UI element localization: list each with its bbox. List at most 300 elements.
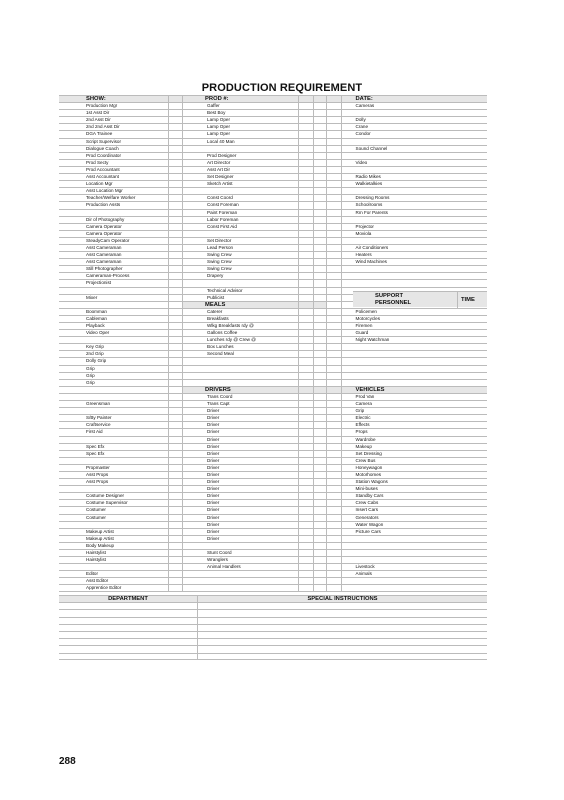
- item-qty-field[interactable]: [299, 550, 313, 556]
- item-qty-field-2[interactable]: [314, 124, 327, 130]
- item-qty-field-2[interactable]: [314, 458, 327, 464]
- item-qty-field[interactable]: [299, 429, 313, 435]
- instruction-field[interactable]: [198, 654, 487, 659]
- crew-qty-field[interactable]: [169, 394, 183, 400]
- item-qty-field[interactable]: [299, 543, 313, 549]
- item-qty-field-2[interactable]: [314, 408, 327, 414]
- crew-qty-field[interactable]: [169, 571, 183, 577]
- item-qty-field-2[interactable]: [314, 351, 327, 357]
- equipment-qty-field[interactable]: [327, 437, 341, 443]
- crew-qty-field[interactable]: [169, 344, 183, 350]
- item-qty-field-2[interactable]: [314, 316, 327, 322]
- item-qty-field-2[interactable]: [314, 529, 327, 535]
- item-qty-field[interactable]: [299, 231, 313, 237]
- crew-qty-field[interactable]: [169, 146, 183, 152]
- equipment-qty-field[interactable]: [327, 273, 341, 279]
- equipment-qty-field[interactable]: [327, 288, 341, 294]
- item-qty-field-2[interactable]: [314, 479, 327, 485]
- instruction-field[interactable]: [198, 632, 487, 638]
- item-qty-field[interactable]: [299, 323, 313, 329]
- equipment-qty-field[interactable]: [327, 507, 341, 513]
- crew-qty-field[interactable]: [169, 295, 183, 301]
- equipment-label: Crew Cabs: [355, 500, 379, 506]
- equipment-qty-field[interactable]: [327, 124, 341, 130]
- crew-qty-field[interactable]: [169, 309, 183, 315]
- crew-qty-field[interactable]: [169, 259, 183, 265]
- crew-qty-field[interactable]: [169, 202, 183, 208]
- crew-qty-field[interactable]: [169, 280, 183, 286]
- item-qty-field-2[interactable]: [314, 330, 327, 336]
- item-qty-field-2[interactable]: [314, 500, 327, 506]
- crew-qty-field[interactable]: [169, 422, 183, 428]
- crew-qty-field[interactable]: [169, 515, 183, 521]
- department-field[interactable]: [59, 625, 198, 631]
- item-qty-field-2[interactable]: [314, 344, 327, 350]
- crew-qty-field[interactable]: [169, 131, 183, 137]
- crew-qty-field[interactable]: [169, 437, 183, 443]
- crew-qty-field[interactable]: [169, 330, 183, 336]
- equipment-qty-field[interactable]: [327, 458, 341, 464]
- crew-qty-field[interactable]: [169, 493, 183, 499]
- instruction-field[interactable]: [198, 625, 487, 631]
- item-qty-field-2[interactable]: [314, 103, 327, 109]
- item-qty-field[interactable]: [299, 486, 313, 492]
- equipment-qty-field[interactable]: [327, 195, 341, 201]
- item-qty-field-2[interactable]: [314, 188, 327, 194]
- crew-qty-field[interactable]: [169, 557, 183, 563]
- crew-qty-field[interactable]: [169, 252, 183, 258]
- equipment-qty-field[interactable]: [327, 295, 341, 301]
- equipment-qty-field[interactable]: [327, 429, 341, 435]
- equipment-qty-field[interactable]: [327, 422, 341, 428]
- item-qty-field[interactable]: [299, 131, 313, 137]
- crew-qty-field[interactable]: [169, 245, 183, 251]
- item-qty-field[interactable]: [299, 146, 313, 152]
- item-qty-field-2[interactable]: [314, 195, 327, 201]
- item-qty-field[interactable]: [299, 451, 313, 457]
- department-field[interactable]: [59, 603, 198, 609]
- item-qty-field[interactable]: [299, 238, 313, 244]
- crew-qty-field[interactable]: [169, 415, 183, 421]
- item-qty-field-2[interactable]: [314, 444, 327, 450]
- instruction-field[interactable]: [198, 646, 487, 652]
- item-qty-field[interactable]: [299, 500, 313, 506]
- equipment-qty-field[interactable]: [327, 280, 341, 286]
- production-item-label: Driver: [183, 415, 299, 421]
- item-qty-field[interactable]: [299, 536, 313, 542]
- item-qty-field-2[interactable]: [314, 259, 327, 265]
- item-qty-field[interactable]: [299, 458, 313, 464]
- item-qty-field-2[interactable]: [314, 139, 327, 145]
- crew-qty-field[interactable]: [169, 266, 183, 272]
- item-qty-field-2[interactable]: [314, 571, 327, 577]
- department-field[interactable]: [59, 618, 198, 624]
- crew-qty-field[interactable]: [169, 486, 183, 492]
- item-qty-field[interactable]: [299, 245, 313, 251]
- item-qty-field[interactable]: [299, 217, 313, 223]
- qty-cell[interactable]: [169, 302, 183, 308]
- item-qty-field-2[interactable]: [314, 160, 327, 166]
- item-qty-field-2[interactable]: [314, 273, 327, 279]
- item-qty-field[interactable]: [299, 188, 313, 194]
- crew-qty-field[interactable]: [169, 358, 183, 364]
- item-qty-field-2[interactable]: [314, 117, 327, 123]
- item-qty-field-2[interactable]: [314, 578, 327, 584]
- equipment-qty-field[interactable]: [327, 408, 341, 414]
- crew-qty-field[interactable]: [169, 366, 183, 372]
- item-qty-field[interactable]: [299, 167, 313, 173]
- item-qty-field-2[interactable]: [314, 415, 327, 421]
- equipment-qty-field[interactable]: [327, 585, 341, 590]
- item-qty-field-2[interactable]: [314, 373, 327, 379]
- item-qty-field-2[interactable]: [314, 564, 327, 570]
- item-qty-field-2[interactable]: [314, 543, 327, 549]
- equipment-label: Station Wagons: [355, 479, 388, 485]
- equipment-qty-field[interactable]: [327, 401, 341, 407]
- department-field[interactable]: [59, 610, 198, 616]
- crew-qty-field[interactable]: [169, 429, 183, 435]
- crew-qty-field[interactable]: [169, 288, 183, 294]
- equipment-qty-field[interactable]: [327, 238, 341, 244]
- item-qty-field[interactable]: [299, 316, 313, 322]
- crew-qty-field[interactable]: [169, 124, 183, 130]
- equipment-qty-field[interactable]: [327, 465, 341, 471]
- item-qty-field-2[interactable]: [314, 210, 327, 216]
- item-qty-field-2[interactable]: [314, 252, 327, 258]
- item-qty-field-2[interactable]: [314, 585, 327, 590]
- item-qty-field[interactable]: [299, 295, 313, 301]
- department-field[interactable]: [59, 646, 198, 652]
- equipment-qty-field[interactable]: [327, 224, 341, 230]
- item-qty-field[interactable]: [299, 472, 313, 478]
- item-qty-field-2[interactable]: [314, 550, 327, 556]
- item-qty-field-2[interactable]: [314, 153, 327, 159]
- item-qty-field[interactable]: [299, 394, 313, 400]
- item-qty-field[interactable]: [299, 351, 313, 357]
- equipment-qty-field[interactable]: [327, 451, 341, 457]
- equipment-qty-field[interactable]: [327, 210, 341, 216]
- item-qty-field-2[interactable]: [314, 380, 327, 386]
- crew-qty-field[interactable]: [169, 500, 183, 506]
- equipment-qty-field[interactable]: [327, 529, 341, 535]
- item-qty-field-2[interactable]: [314, 472, 327, 478]
- instruction-field[interactable]: [198, 610, 487, 616]
- equipment-qty-field[interactable]: [327, 259, 341, 265]
- crew-qty-field[interactable]: [169, 238, 183, 244]
- item-qty-field-2[interactable]: [314, 451, 327, 457]
- item-qty-field[interactable]: [299, 202, 313, 208]
- item-qty-field[interactable]: [299, 522, 313, 528]
- table-row: [59, 478, 487, 485]
- equipment-qty-field[interactable]: [327, 188, 341, 194]
- item-qty-field-2[interactable]: [314, 167, 327, 173]
- equipment-qty-field[interactable]: [327, 252, 341, 258]
- equipment-qty-field[interactable]: [327, 536, 341, 542]
- equipment-qty-field[interactable]: [327, 394, 341, 400]
- item-qty-field[interactable]: [299, 117, 313, 123]
- equipment-qty-field[interactable]: [327, 117, 341, 123]
- item-qty-field[interactable]: [299, 139, 313, 145]
- item-qty-field-2[interactable]: [314, 266, 327, 272]
- crew-qty-field[interactable]: [169, 153, 183, 159]
- crew-qty-field[interactable]: [169, 564, 183, 570]
- equipment-qty-field[interactable]: [327, 472, 341, 478]
- equipment-qty-field[interactable]: [327, 316, 341, 322]
- item-qty-field[interactable]: [299, 330, 313, 336]
- item-qty-field[interactable]: [299, 266, 313, 272]
- crew-qty-field[interactable]: [169, 224, 183, 230]
- crew-qty-field[interactable]: [169, 408, 183, 414]
- equipment-qty-field[interactable]: [327, 309, 341, 315]
- item-qty-field-2[interactable]: [314, 337, 327, 343]
- item-qty-field-2[interactable]: [314, 231, 327, 237]
- item-qty-field-2[interactable]: [314, 131, 327, 137]
- item-qty-field-2[interactable]: [314, 288, 327, 294]
- crew-qty-field[interactable]: [169, 451, 183, 457]
- equipment-qty-field[interactable]: [327, 522, 341, 528]
- department-field[interactable]: [59, 639, 198, 645]
- item-qty-field[interactable]: [299, 259, 313, 265]
- crew-qty-field[interactable]: [169, 117, 183, 123]
- item-qty-field[interactable]: [299, 280, 313, 286]
- item-qty-field[interactable]: [299, 210, 313, 216]
- equipment-qty-field[interactable]: [327, 564, 341, 570]
- item-qty-field-2[interactable]: [314, 437, 327, 443]
- equipment-qty-field[interactable]: [327, 266, 341, 272]
- item-qty-field[interactable]: [299, 288, 313, 294]
- item-qty-field-2[interactable]: [314, 536, 327, 542]
- crew-qty-field[interactable]: [169, 578, 183, 584]
- equipment-qty-field[interactable]: [327, 578, 341, 584]
- item-qty-field[interactable]: [299, 571, 313, 577]
- item-qty-field[interactable]: [299, 408, 313, 414]
- item-qty-field-2[interactable]: [314, 217, 327, 223]
- crew-qty-field[interactable]: [169, 195, 183, 201]
- item-qty-field[interactable]: [299, 564, 313, 570]
- crew-qty-field[interactable]: [169, 167, 183, 173]
- item-qty-field[interactable]: [299, 252, 313, 258]
- item-qty-field[interactable]: [299, 124, 313, 130]
- equipment-label: Prod Van: [355, 393, 375, 399]
- crew-qty-field[interactable]: [169, 373, 183, 379]
- item-qty-field[interactable]: [299, 578, 313, 584]
- crew-position-label: Body Makeup: [59, 543, 169, 549]
- crew-qty-field[interactable]: [169, 110, 183, 116]
- item-qty-field[interactable]: [299, 174, 313, 180]
- item-qty-field[interactable]: [299, 160, 313, 166]
- crew-qty-field[interactable]: [169, 529, 183, 535]
- item-qty-field-2[interactable]: [314, 429, 327, 435]
- equipment-qty-field[interactable]: [327, 493, 341, 499]
- crew-qty-field[interactable]: [169, 231, 183, 237]
- item-qty-field-2[interactable]: [314, 238, 327, 244]
- equipment-qty-field[interactable]: [327, 202, 341, 208]
- equipment-qty-field[interactable]: [327, 415, 341, 421]
- item-qty-field-2[interactable]: [314, 181, 327, 187]
- equipment-qty-field[interactable]: [327, 557, 341, 563]
- item-qty-field-2[interactable]: [314, 401, 327, 407]
- qty-cell[interactable]: [169, 387, 183, 393]
- item-qty-field-2[interactable]: [314, 146, 327, 152]
- qty-cell: [299, 302, 313, 308]
- crew-position-label: [59, 337, 169, 343]
- item-qty-field-2[interactable]: [314, 110, 327, 116]
- item-qty-field-2[interactable]: [314, 309, 327, 315]
- item-qty-field-2[interactable]: [314, 202, 327, 208]
- instruction-field[interactable]: [198, 603, 487, 609]
- equipment-qty-field[interactable]: [327, 373, 341, 379]
- item-qty-field[interactable]: [299, 444, 313, 450]
- item-qty-field-2[interactable]: [314, 557, 327, 563]
- crew-qty-field[interactable]: [169, 585, 183, 590]
- instruction-field[interactable]: [198, 639, 487, 645]
- item-qty-field[interactable]: [299, 344, 313, 350]
- crew-qty-field[interactable]: [169, 217, 183, 223]
- item-qty-field[interactable]: [299, 422, 313, 428]
- equipment-qty-field[interactable]: [327, 245, 341, 251]
- item-qty-field-2[interactable]: [314, 358, 327, 364]
- equipment-qty-field[interactable]: [327, 571, 341, 577]
- equipment-qty-field[interactable]: [327, 337, 341, 343]
- item-qty-field[interactable]: [299, 224, 313, 230]
- item-qty-field-2[interactable]: [314, 394, 327, 400]
- crew-qty-field[interactable]: [169, 174, 183, 180]
- item-qty-field-2[interactable]: [314, 295, 327, 301]
- equipment-qty-field[interactable]: [327, 167, 341, 173]
- equipment-qty-field[interactable]: [327, 174, 341, 180]
- item-qty-field[interactable]: [299, 181, 313, 187]
- equipment-qty-field[interactable]: [327, 344, 341, 350]
- item-qty-field[interactable]: [299, 380, 313, 386]
- crew-qty-field[interactable]: [169, 323, 183, 329]
- equipment-qty-field[interactable]: [327, 330, 341, 336]
- equipment-qty-field[interactable]: [327, 153, 341, 159]
- crew-qty-field[interactable]: [169, 103, 183, 109]
- equipment-qty-field[interactable]: [327, 181, 341, 187]
- item-qty-field[interactable]: [299, 373, 313, 379]
- crew-qty-field[interactable]: [169, 139, 183, 145]
- item-qty-field[interactable]: [299, 515, 313, 521]
- equipment-qty-field[interactable]: [327, 146, 341, 152]
- crew-qty-field[interactable]: [169, 181, 183, 187]
- item-qty-field-2[interactable]: [314, 486, 327, 492]
- item-qty-field-2[interactable]: [314, 493, 327, 499]
- equipment-qty-field[interactable]: [327, 444, 341, 450]
- item-qty-field-2[interactable]: [314, 465, 327, 471]
- item-qty-field-2[interactable]: [314, 507, 327, 513]
- item-qty-field-2[interactable]: [314, 422, 327, 428]
- crew-qty-field[interactable]: [169, 337, 183, 343]
- equipment-qty-field[interactable]: [327, 160, 341, 166]
- item-qty-field[interactable]: [299, 337, 313, 343]
- item-qty-field[interactable]: [299, 507, 313, 513]
- item-qty-field[interactable]: [299, 557, 313, 563]
- item-qty-field[interactable]: [299, 437, 313, 443]
- equipment-qty-field[interactable]: [327, 515, 341, 521]
- equipment-qty-field[interactable]: [327, 231, 341, 237]
- equipment-qty-field[interactable]: [327, 550, 341, 556]
- equipment-qty-field[interactable]: [327, 103, 341, 109]
- item-qty-field[interactable]: [299, 153, 313, 159]
- table-row: [59, 421, 487, 428]
- item-qty-field[interactable]: [299, 110, 313, 116]
- department-field[interactable]: [59, 654, 198, 659]
- item-qty-field-2[interactable]: [314, 245, 327, 251]
- equipment-qty-field[interactable]: [327, 323, 341, 329]
- crew-qty-field[interactable]: [169, 465, 183, 471]
- table-row: [59, 166, 487, 173]
- crew-qty-field[interactable]: [169, 380, 183, 386]
- crew-qty-field[interactable]: [169, 273, 183, 279]
- item-qty-field-2[interactable]: [314, 224, 327, 230]
- equipment-qty-field[interactable]: [327, 366, 341, 372]
- crew-qty-field[interactable]: [169, 160, 183, 166]
- equipment-qty-field[interactable]: [327, 110, 341, 116]
- item-qty-field-2[interactable]: [314, 515, 327, 521]
- item-qty-field-2[interactable]: [314, 174, 327, 180]
- item-qty-field[interactable]: [299, 479, 313, 485]
- equipment-qty-field[interactable]: [327, 131, 341, 137]
- equipment-qty-field[interactable]: [327, 217, 341, 223]
- equipment-qty-field[interactable]: [327, 543, 341, 549]
- item-qty-field[interactable]: [299, 358, 313, 364]
- prod-field-2[interactable]: [314, 96, 327, 102]
- item-qty-field-2[interactable]: [314, 366, 327, 372]
- item-qty-field[interactable]: [299, 366, 313, 372]
- equipment-qty-field[interactable]: [327, 139, 341, 145]
- department-field[interactable]: [59, 632, 198, 638]
- crew-qty-field[interactable]: [169, 550, 183, 556]
- item-qty-field[interactable]: [299, 273, 313, 279]
- item-qty-field-2[interactable]: [314, 323, 327, 329]
- item-qty-field[interactable]: [299, 493, 313, 499]
- instruction-field[interactable]: [198, 618, 487, 624]
- item-qty-field[interactable]: [299, 529, 313, 535]
- equipment-qty-field[interactable]: [327, 358, 341, 364]
- item-qty-field[interactable]: [299, 401, 313, 407]
- item-qty-field[interactable]: [299, 103, 313, 109]
- item-qty-field[interactable]: [299, 415, 313, 421]
- item-qty-field-2[interactable]: [314, 280, 327, 286]
- item-qty-field[interactable]: [299, 465, 313, 471]
- crew-qty-field[interactable]: [169, 479, 183, 485]
- crew-qty-field[interactable]: [169, 536, 183, 542]
- crew-qty-field[interactable]: [169, 351, 183, 357]
- crew-qty-field[interactable]: [169, 507, 183, 513]
- equipment-qty-field[interactable]: [327, 486, 341, 492]
- item-qty-field[interactable]: [299, 585, 313, 590]
- show-field[interactable]: [169, 96, 183, 102]
- crew-qty-field[interactable]: [169, 472, 183, 478]
- crew-position-label: Production Mgr: [59, 103, 169, 109]
- equipment-qty-field[interactable]: [327, 479, 341, 485]
- crew-qty-field[interactable]: [169, 210, 183, 216]
- crew-qty-field[interactable]: [169, 401, 183, 407]
- item-qty-field[interactable]: [299, 309, 313, 315]
- crew-qty-field[interactable]: [169, 444, 183, 450]
- crew-qty-field[interactable]: [169, 522, 183, 528]
- crew-qty-field[interactable]: [169, 458, 183, 464]
- crew-qty-field[interactable]: [169, 316, 183, 322]
- equipment-qty-field[interactable]: [327, 380, 341, 386]
- equipment-qty-field[interactable]: [327, 351, 341, 357]
- crew-qty-field[interactable]: [169, 543, 183, 549]
- item-qty-field-2[interactable]: [314, 522, 327, 528]
- crew-qty-field[interactable]: [169, 188, 183, 194]
- prod-field[interactable]: [299, 96, 313, 102]
- item-qty-field[interactable]: [299, 195, 313, 201]
- equipment-qty-field[interactable]: [327, 500, 341, 506]
